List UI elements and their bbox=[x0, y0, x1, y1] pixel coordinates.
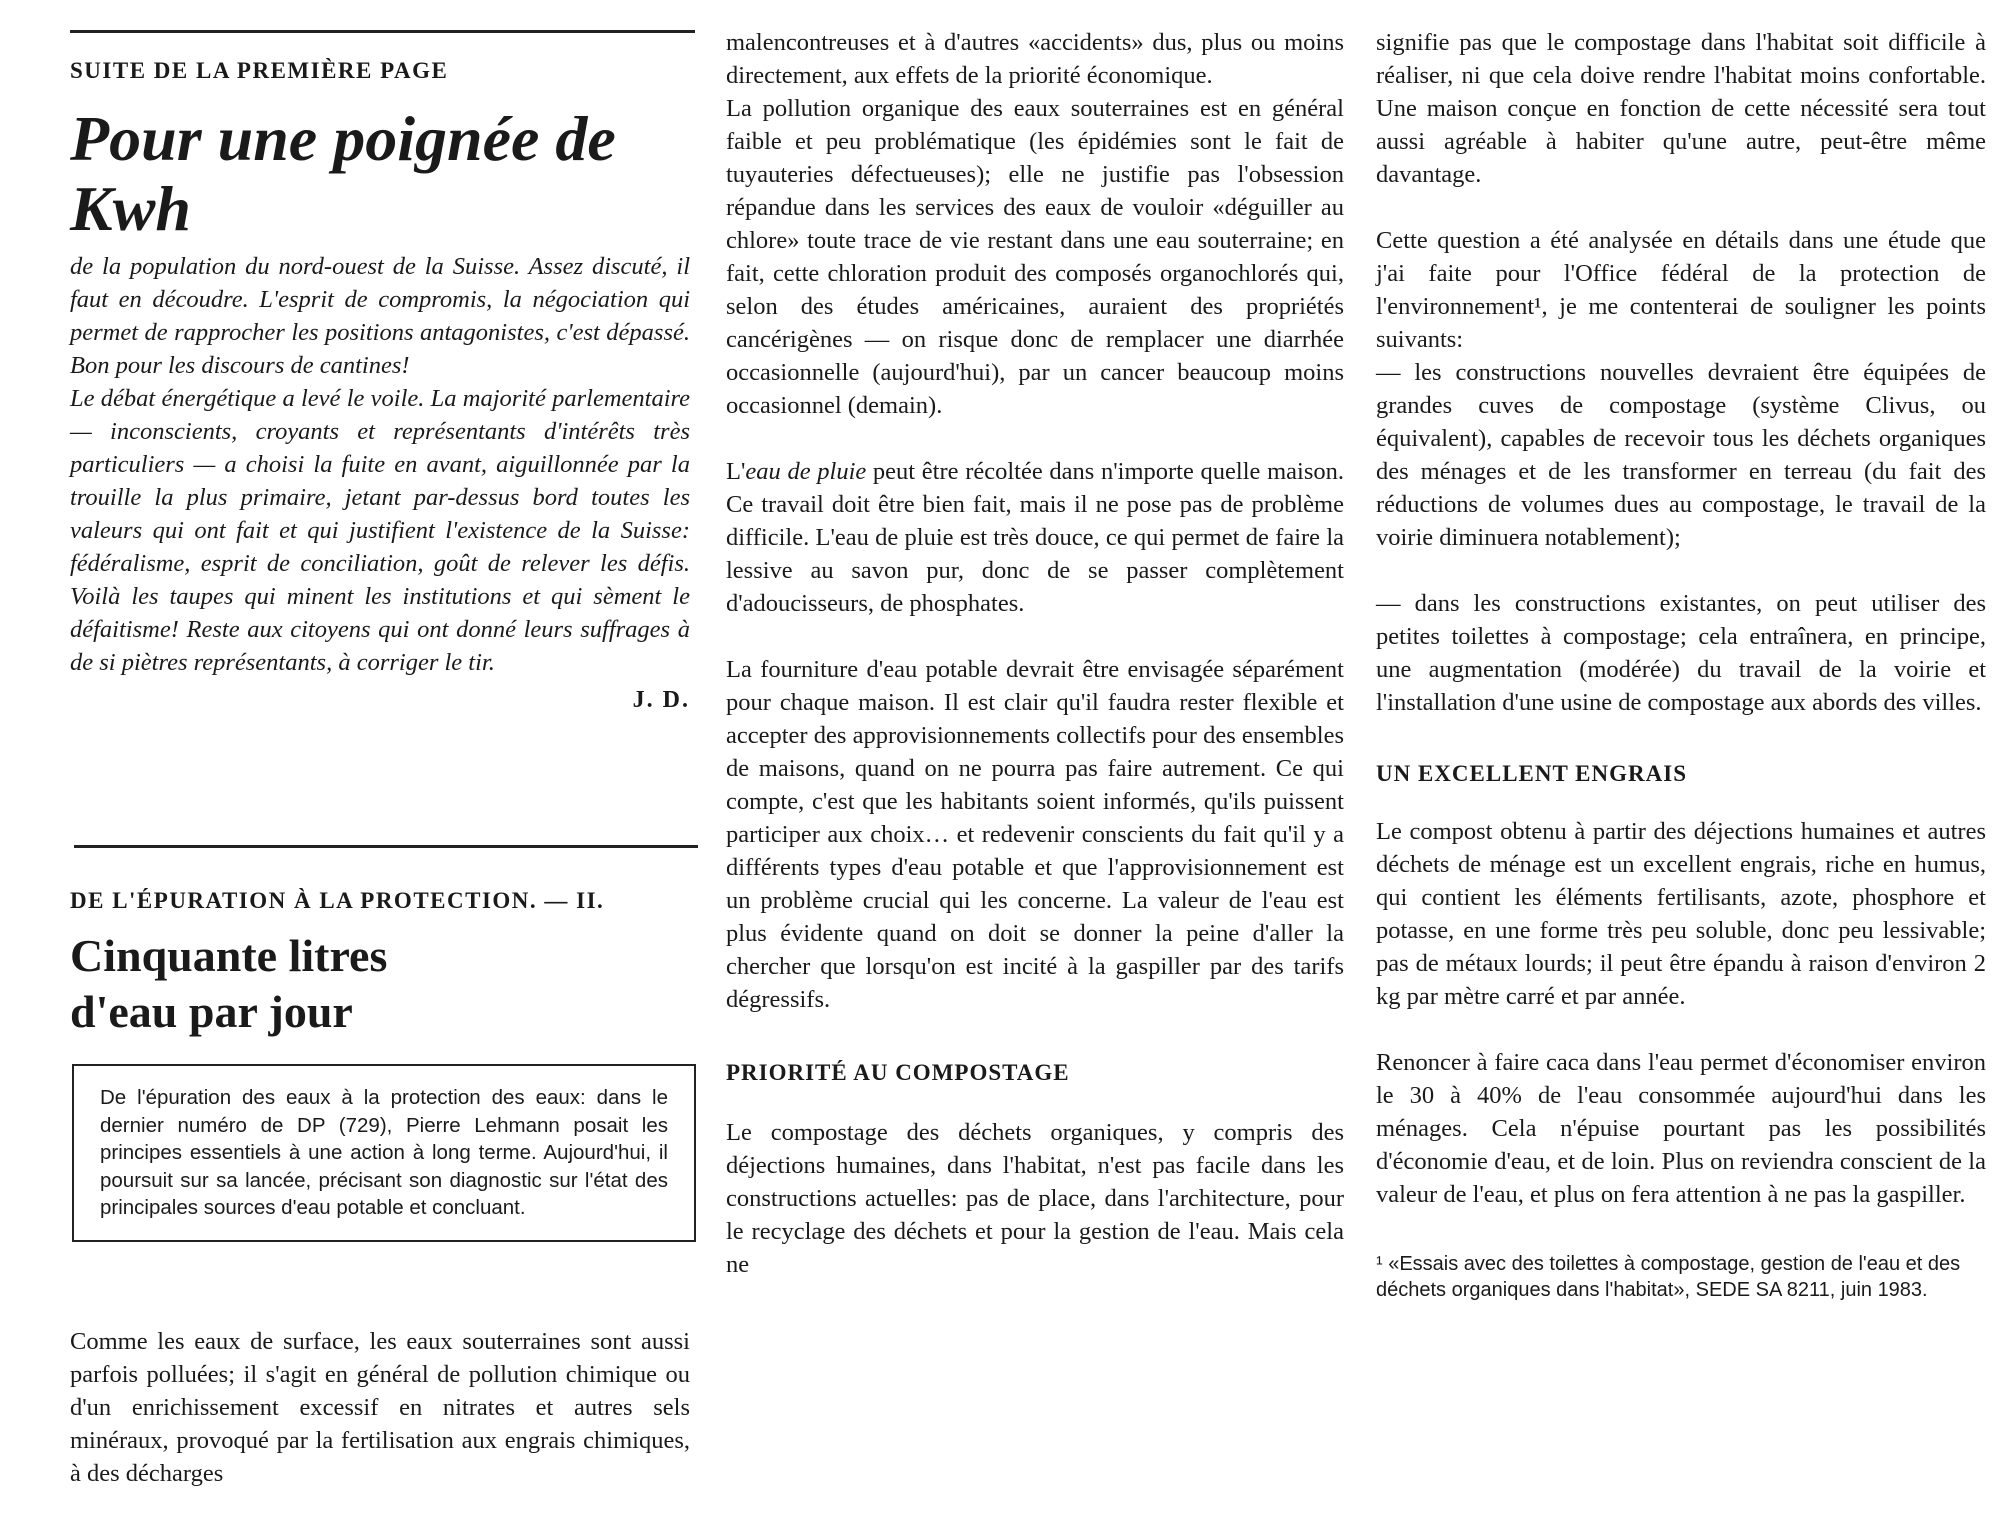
article2-title-line1: Cinquante litres bbox=[70, 930, 388, 981]
section-divider bbox=[74, 845, 698, 848]
article2-paragraph: — les constructions nouvelles devraient être équipées de grandes cuves de compostage (système Clivus, ou équivalent), capables de recevoir tous les déchets organiques des ménages et de les transformer en terreau (du fait des réductions de volumes dues au compostage, le travail de la voirie diminuera notablement); bbox=[1376, 359, 1986, 551]
text-run: peut être récoltée dans n'importe quelle maison. Ce travail doit être bien fait, mais il ne pose pas de problème difficile. L'eau de pluie est très douce, ce qui permet de faire la lessive au savon pur, donc de se passer complètement d'adoucisseurs, de phosphates. bbox=[726, 458, 1344, 617]
article2-paragraph: malencontreuses et à d'autres «accidents» dus, plus ou moins directement, aux effets de la priorité économique. bbox=[726, 29, 1344, 89]
article2-paragraph: — dans les constructions existantes, on peut utiliser des petites toilettes à compostage; cela entraînera, en principe, une augmentation (modérée) du travail de la voirie et l'installation d'une usine de compostage aux abords des villes. bbox=[1376, 590, 1986, 716]
article2-paragraph: La fourniture d'eau potable devrait être envisagée séparément pour chaque maison. Il est clair qu'il faudra rester flexible et accepter des approvisionnements collectifs pour des ensembles de maisons, quand on ne pourra pas faire autrement. Ce qui compte, c'est que les habitants soient informés, qu'ils puissent participer aux choix… et redevenir conscients du fait qu'il y a différents types d'eau potable et que l'approvisionnement est un problème crucial qui les concerne. La valeur de l'eau est plus évidente quand on doit se donner la peine d'aller la chercher que lorsqu'on est incité à la gaspiller par des tarifs dégressifs. bbox=[726, 656, 1344, 1013]
emphasis: eau de pluie bbox=[745, 458, 867, 485]
article2-paragraph: Renoncer à faire caca dans l'eau permet d'économiser environ le 30 à 40% de l'eau consommée aujourd'hui dans les ménages. Cela n'épuise pourtant pas les possibilités d'économie d'eau, et de loin. Plus on reviendra conscient de la valeur de l'eau, et plus on fera attention à ne pas la gaspiller. bbox=[1376, 1049, 1986, 1208]
article1-body bbox=[70, 250, 690, 714]
article1-signature: J. D. bbox=[632, 687, 690, 713]
article2-paragraph: Le compost obtenu à partir des déjections humaines et autres déchets de ménage est un excellent engrais, riche en humus, qui contient les éléments fertilisants, azote, phosphore et potasse, en une forme très peu soluble, donc peu lessivable; pas de métaux lourds; il peut être épandu à raison d'environ 2 kg par mètre carré et par année. bbox=[1376, 818, 1986, 1010]
top-rule bbox=[70, 30, 695, 33]
article2-title bbox=[70, 928, 387, 1040]
article1-kicker: SUITE DE LA PREMIÈRE PAGE bbox=[70, 58, 449, 83]
intro-box-text: De l'épuration des eaux à la protection des eaux: dans le dernier numéro de DP (729), Pierre Lehmann posait les principes essentiels à une action à long terme. Aujourd'hui, il poursuit sur sa lancée, précisant son diagnostic sur l'état des principales sources d'eau potable et concluant. bbox=[100, 1086, 668, 1219]
article1-paragraph: de la population du nord-ouest de la Suisse. Assez discuté, il faut en découdre. L'esprit de compromis, la négociation qui permet de rapprocher les positions antagonistes, c'est dépassé. Bon pour les discours de cantines! bbox=[70, 253, 690, 379]
article2-paragraph bbox=[726, 455, 1344, 620]
footnote: ¹ «Essais avec des toilettes à compostage, gestion de l'eau et des déchets organiques dans l'habitat», SEDE SA 8211, juin 1983. bbox=[1376, 1253, 1961, 1301]
column-3 bbox=[1376, 26, 1986, 1303]
article2-paragraph: Cette question a été analysée en détails dans une étude que j'ai faite pour l'Office fédéral de la protection de l'environnement¹, je me contenterai de souligner les points suivants: bbox=[1376, 227, 1986, 353]
article2-title-line2: d'eau par jour bbox=[70, 986, 353, 1037]
text-run: L' bbox=[726, 458, 746, 485]
article1-title: Pour une poignée de Kwh bbox=[70, 103, 616, 244]
article1-paragraph: Le débat énergétique a levé le voile. La majorité parlementaire — inconscients, croyants et représentants d'intérêts très particuliers — a choisi la fuite en avant, aiguillonnée par la trouille la plus primaire, jetant par-dessus bord toutes les valeurs qui ont fait et qui justifient l'existence de la Suisse: fédéralisme, esprit de conciliation, goût de relever les défis. Voilà les taupes qui minent les institutions et qui sèment le défaitisme! Reste aux citoyens qui ont donné leurs suffrages à de si piètres représentants, à corriger le tir. bbox=[70, 385, 690, 676]
subhead-compostage: PRIORITÉ AU COMPOSTAGE bbox=[726, 1060, 1070, 1085]
column-2 bbox=[726, 26, 1344, 1281]
intro-box bbox=[72, 1064, 696, 1242]
article2-paragraph: La pollution organique des eaux souterraines est en général faible et peu problématique (les épidémies sont le fait de tuyauteries défectueuses); elle ne justifie pas l'obsession répandue dans les services des eaux de vouloir «déguiller au chlore» toute trace de vie restant dans une eau souterraine; en fait, cette chloration produit des composés organochlorés qui, selon des études américaines, auraient des propriétés cancérigènes — on risque donc de remplacer une diarrhée occasionnelle (aujourd'hui), par un cancer beaucoup moins occasionnel (demain). bbox=[726, 95, 1344, 419]
article2-col1-text: Comme les eaux de surface, les eaux souterraines sont aussi parfois polluées; il s'agit en général de pollution chimique ou d'un enrichissement excessif en nitrates et autres sels minéraux, provoqué par la fertilisation aux engrais chimiques, à des décharges bbox=[70, 1328, 690, 1487]
article2-paragraph: Le compostage des déchets organiques, y compris des déjections humaines, dans l'habitat, n'est pas facile dans les constructions actuelles: pas de place, dans l'architecture, pour le recyclage des déchets et pour la gestion de l'eau. Mais cela ne bbox=[726, 1119, 1344, 1278]
article2-paragraph: signifie pas que le compostage dans l'habitat soit difficile à réaliser, ni que cela doive rendre l'habitat moins confortable. Une maison conçue en fonction de cette nécessité sera tout aussi agréable à habiter qu'une autre, peut-être même davantage. bbox=[1376, 29, 1986, 188]
article2-kicker: DE L'ÉPURATION À LA PROTECTION. — II. bbox=[70, 888, 605, 913]
subhead-engrais: UN EXCELLENT ENGRAIS bbox=[1376, 761, 1687, 786]
